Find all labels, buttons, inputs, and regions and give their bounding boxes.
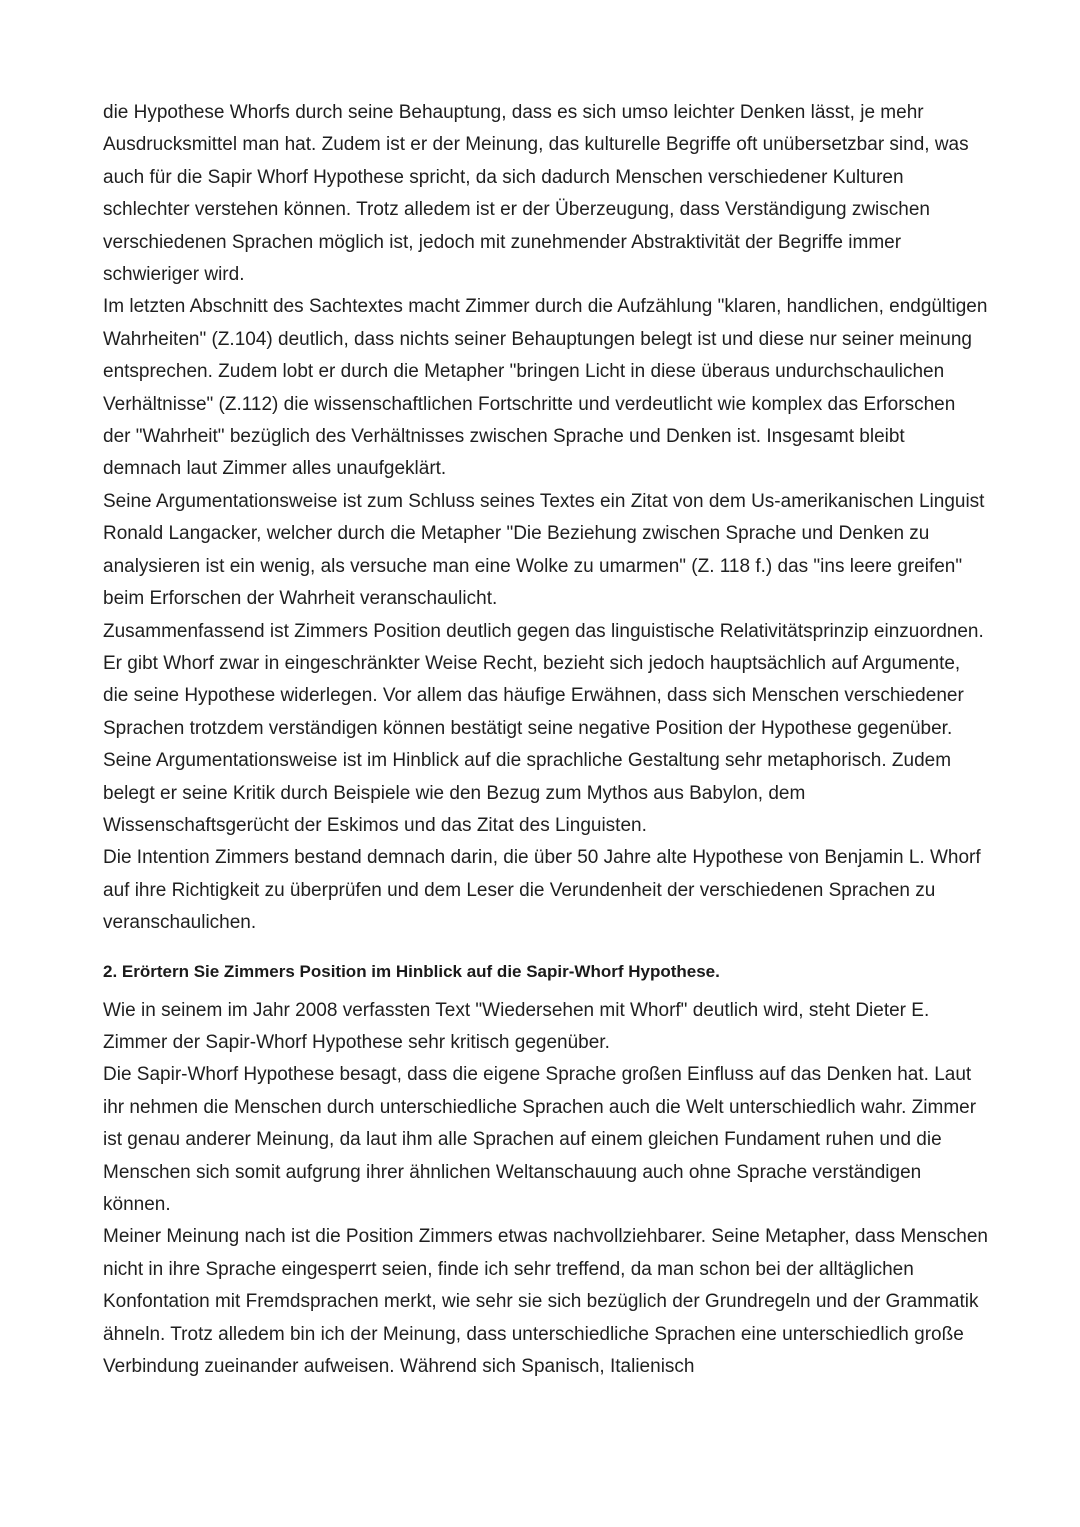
paragraph-hypothesis-expression: die Hypothese Whorfs durch seine Behauptung, dass es sich umso leichter Denken lässt, je mehr Ausdrucksmittel man hat. Zudem ist er der Meinung, das kulturelle Begriffe oft unübersetzbar sind, was auch für die Sapir Whorf Hypothese spricht, da sich dadurch Menschen verschiedener Kulturen schlechter verstehen können. Trotz alledem ist er der Überzeugung, dass Verständigung zwischen verschiedenen Sprachen möglich ist, jedoch mit zunehmender Abstraktivität der Begriffe immer schwieriger wird.: [103, 102, 969, 286]
paragraph-hypothesis-definition: Die Sapir-Whorf Hypothese besagt, dass die eigene Sprache großen Einfluss auf das Denken hat. Laut ihr nehmen die Menschen durch unterschiedliche Sprachen auch die Welt unterschiedlich wahr. Zimmer ist genau anderer Meinung, da laut ihm alle Sprachen auf einem gleichen Fundament ruhen und die Menschen sich somit aufgrung ihrer ähnlichen Weltanschauung auch ohne Sprache verständigen können.: [103, 1064, 977, 1215]
paragraph-intro-discussion: Wie in seinem im Jahr 2008 verfassten Text "Wiedersehen mit Whorf" deutlich wird, steht Dieter E. Zimmer der Sapir-Whorf Hypothese sehr kritisch gegenüber.: [103, 999, 930, 1053]
paragraph-intention: Die Intention Zimmers bestand demnach darin, die über 50 Jahre alte Hypothese von Benjamin L. Whorf auf ihre Richtigkeit zu überprüfen und dem Leser die Verundenheit der verschiedenen Sprachen zu veranschaulichen.: [103, 847, 981, 934]
paragraph-own-opinion: Meiner Meinung nach ist die Position Zimmers etwas nachvollziehbarer. Seine Metapher, dass Menschen nicht in ihre Sprache eingesperrt seien, finde ich sehr treffend, da man schon bei der alltäglichen Konfontation mit Fremdsprachen merkt, wie sehr sie sich bezüglich der Grundregeln und der Grammatik ähneln. Trotz alledem bin ich der Meinung, dass unterschiedliche Sprachen eine unterschiedlich große Verbindung zueinander aufweisen. Während sich Spanisch, Italienisch: [103, 1226, 989, 1378]
paragraph-langacker-quote: Seine Argumentationsweise ist zum Schluss seines Textes ein Zitat von dem Us-amerikanischen Linguist Ronald Langacker, welcher durch die Metapher "Die Beziehung zwischen Sprache und Denken zu analysieren ist ein wenig, als versuche man eine Wolke zu umarmen" (Z. 118 f.) das "ins leere greifen" beim Erforschen der Wahrheit veranschaulicht.: [103, 490, 985, 610]
paragraph-argumentation-style: Seine Argumentationsweise ist im Hinblick auf die sprachliche Gestaltung sehr metaphorisch. Zudem belegt er seine Kritik durch Beispiele wie den Bezug zum Mythos aus Babylon, dem Wissenschaftsgerücht der Eskimos und das Zitat des Linguisten.: [103, 750, 952, 836]
document-page: [103, 97, 988, 1383]
paragraph-summary-position: Zusammenfassend ist Zimmers Position deutlich gegen das linguistische Relativitätsprinzip einzuordnen. Er gibt Whorf zwar in eingeschränkter Weise Recht, bezieht sich jedoch hauptsächlich auf Argumente, die seine Hypothese widerlegen. Vor allem das häufige Erwähnen, dass sich Menschen verschiedener Sprachen trotzdem verständigen können bestätigt seine negative Position der Hypothese gegenüber.: [103, 620, 984, 739]
paragraph-last-section: Im letzten Abschnitt des Sachtextes macht Zimmer durch die Aufzählung "klaren, handlichen, endgültigen Wahrheiten" (Z.104) deutlich, dass nichts seiner Behauptungen belegt ist und diese nur seiner meinung entsprechen. Zudem lobt er durch die Metapher "bringen Licht in diese überaus undurchschaulichen Verhältnisse" (Z.112) die wissenschaftlichen Fortschritte und verdeutlicht wie komplex das Erforschen der "Wahrheit" bezüglich des Verhältnisses zwischen Sprache und Denken ist. Insgesamt bleibt demnach laut Zimmer alles unaufgeklärt.: [103, 296, 988, 480]
task-heading: 2. Erörtern Sie Zimmers Position im Hinblick auf die Sapir-Whorf Hypothese.: [103, 961, 720, 981]
